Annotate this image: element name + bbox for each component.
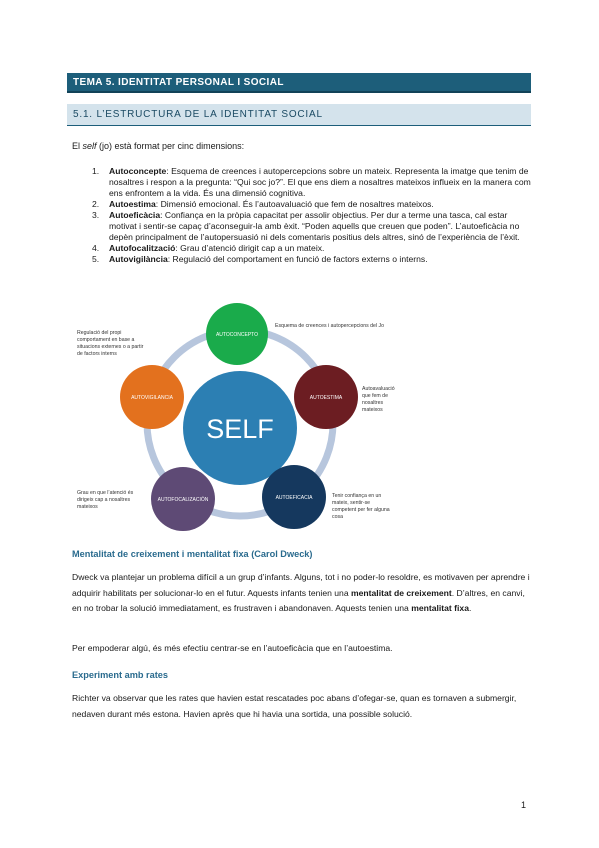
note-autoeficacia: mateix, sentir-se [332, 500, 371, 506]
mentalitat-term: mentalitat fixa [411, 603, 469, 613]
note-autoconcepto: Esquema de creences i autopercepcions del Jo [275, 323, 385, 329]
note-autoeficacia: cosa [332, 514, 343, 520]
mentalitat-text: Dweck va plantejar un problema difícil a un grup d’infants. Alguns, tot i no poder-lo resoldre, es motivaven per aprendre i adquirir habilitats per solucionar-lo en el futur. Aquests infants tenien una [72, 572, 530, 598]
note-autofocalizacion: Grau en que l’atenció és [77, 490, 134, 496]
list-item [92, 254, 532, 265]
list-text: : Dimensió emocional. És l’autoavaluació que fem de nosaltres mateixos. [155, 199, 434, 209]
intro-suffix: (jo) està format per cinc dimensions: [96, 141, 245, 151]
note-autovigilancia: de factors interns [77, 351, 117, 357]
list-number: 2. [92, 199, 100, 209]
mentalitat-paragraph [72, 570, 532, 617]
note-autoeficacia: competent per fer alguna [332, 507, 390, 513]
note-autofocalizacion: dirigeix cap a nosaltres [77, 497, 131, 503]
mentalitat-heading: Mentalitat de creixement i mentalitat fixa (Carol Dweck) [72, 549, 313, 559]
list-item [92, 199, 532, 210]
mentalitat-text: . D’altres, en canvi, en no trobar la solució immediatament, es frustraven i abandonaven. Aquests tenien una [72, 587, 525, 613]
experiment-heading: Experiment amb rates [72, 670, 168, 680]
page-number: 1 [521, 800, 527, 810]
note-autoeficacia: Tenir confiança en un [332, 493, 382, 499]
mentalitat-term: mentalitat de creixement [351, 587, 452, 598]
node-autovigilancia-label: AUTOVIGILANCIA [131, 395, 173, 401]
section-title: 5.1. L’ESTRUCTURA DE LA IDENTITAT SOCIAL [67, 104, 531, 126]
list-term: Autovigilància [109, 254, 168, 264]
note-autofocalizacion: mateixos [77, 504, 98, 510]
note-autovigilancia: Regulació del propi [77, 330, 122, 336]
list-text: : Esquema de creences i autopercepcions sobre un mateix. Representa la imatge que tenim de nosaltres i respon a la pregunta: “Qui soc jo?”. El que ens diem a nosaltres mateixos influeix en la manera com ens enfrontem a la vida. És una dimensió cognitiva. [109, 166, 531, 198]
list-number: 4. [92, 243, 100, 253]
node-autofocalizacion-label: AUTOFOCALIZACIÓN [157, 497, 209, 503]
note-autoestima: nosaltres [362, 400, 384, 406]
list-number: 3. [92, 210, 100, 220]
note-autovigilancia: comportament en base a [77, 337, 135, 343]
mentalitat-text: . [468, 603, 472, 613]
list-term: Autofocalització [109, 243, 176, 253]
list-term: Autoestima [109, 199, 156, 209]
intro-self: self [82, 141, 97, 151]
list-number: 1. [92, 166, 100, 176]
list-text: : Confiança en la pròpia capacitat per assolir objectius. Per dur a terme una tasca, cal estar motivat i sentir-se capaç d’aconseguir-la amb èxit. “Poden aquells que creuen que poden”. L’autoeficàcia no depèn principalment de l’autopersuasió ni dels comentaris positius dels altres, sinó de l’experiència de l’èxit. [109, 210, 520, 242]
list-item [92, 166, 532, 199]
dimensions-list [92, 166, 532, 265]
note-autovigilancia: situacions externes o a partir [77, 344, 144, 350]
list-text: : Regulació del comportament en funció de factors externs o interns. [167, 254, 428, 264]
list-text: : Grau d’atenció dirigit cap a un mateix. [175, 243, 325, 253]
note-autoestima: que fem de [362, 393, 388, 399]
node-autoestima-label: AUTOESTIMA [309, 395, 343, 401]
list-item [92, 243, 532, 254]
node-autoconcepto-label: AUTOCONCEPTO [215, 332, 259, 338]
list-term: Autoeficàcia [109, 210, 161, 220]
intro-paragraph [72, 141, 244, 151]
note-autoestima: mateixos [362, 407, 383, 413]
intro-prefix: El [72, 141, 83, 151]
self-label: SELF [206, 414, 274, 444]
list-term: Autoconcepte [109, 166, 167, 176]
chapter-title: TEMA 5. IDENTITAT PERSONAL I SOCIAL [67, 73, 531, 93]
note-autoestima: Autoavaluació [362, 386, 395, 392]
self-diagram [70, 300, 470, 540]
node-autoeficacia-label: AUTOEFICACIA [275, 495, 313, 501]
experiment-paragraph: Richter va observar que les rates que havien estat rescatades poc abans d’ofegar-se, quan es tornaven a submergir, nedaven durant més estona. Havien après que hi havia una sortida, una possible solució. [72, 693, 517, 719]
empoderar-paragraph: Per empoderar algú, és més efectiu centrar-se en l’autoeficàcia que en l’autoestima. [72, 643, 393, 653]
list-number: 5. [92, 254, 100, 264]
list-item [92, 210, 532, 243]
